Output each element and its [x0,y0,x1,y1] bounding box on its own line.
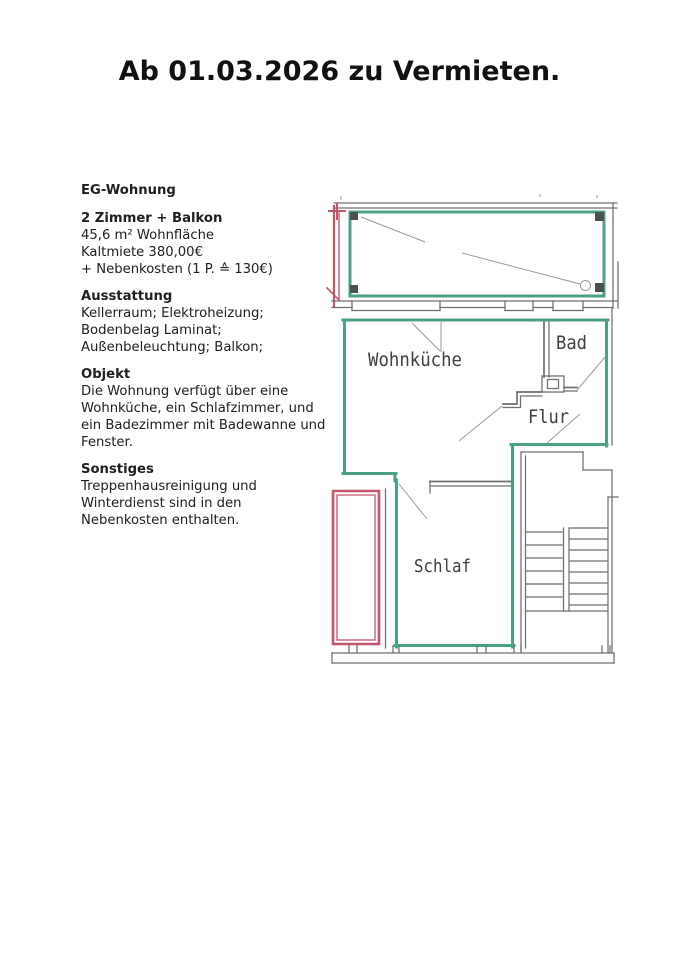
balcony-sketch-line [361,217,425,242]
section-line: Wohnküche, ein Schlafzimmer, und [81,401,314,416]
room-labels [368,332,587,577]
bath-label: Bad [556,332,587,354]
section-objekt [81,366,336,451]
balcony-post [350,285,358,293]
apartment-heading: EG-Wohnung [81,183,176,198]
living-room-label: Wohnküche [368,350,462,371]
section-line: Nebenkosten enthalten. [81,513,240,528]
section-line: Winterdienst sind in den [81,496,242,511]
hall-door-swing [459,406,502,441]
window-wall-north [332,301,617,311]
floor-plan [318,186,628,672]
hall-label: Flur [528,406,569,428]
balcony-door-swing [412,323,440,351]
section-line: Außenbeleuchtung; Balkon; [81,340,264,355]
summary-line: 45,6 m² Wohnfläche [81,228,215,243]
section-line: Kellerraum; Elektroheizung; [81,306,264,321]
section-line: Bodenbelag Laminat; [81,323,222,338]
section-heading: Objekt [81,367,131,382]
section-line: ein Badezimmer mit Badewanne und [81,418,326,433]
section-heading: Sonstiges [81,462,154,477]
bath-duct-inner [548,380,559,389]
section-line: Treppenhausreinigung und [81,479,257,494]
bath-door-swing [577,356,606,390]
balcony-unit-outline [350,212,604,296]
section-line: Die Wohnung verfügt über eine [81,384,289,399]
staircase [521,452,618,652]
page-title: Ab 01.03.2026 zu Vermieten. [118,56,561,87]
section-heading: Ausstattung [81,289,173,304]
bath-duct [542,376,564,392]
summary-heading: 2 Zimmer + Balkon [81,211,223,226]
listing-details [81,182,336,529]
summary-line: + Nebenkosten (1 P. ≙ 130€) [81,262,273,277]
summary-line: Kaltmiete 380,00€ [81,245,203,260]
window-wall-south [332,646,614,663]
neighbor-room [333,491,379,644]
spacer [81,199,336,210]
balcony-post [350,212,358,220]
section-line: Fenster. [81,435,133,450]
balcony-post [595,212,604,221]
balcony-drain [581,281,591,291]
bedroom-label: Schlaf [414,556,471,577]
section-ausstattung [81,288,336,356]
balcony-post [595,283,604,292]
bedroom-door-swing [399,484,427,519]
section-sonstiges [81,461,336,529]
balcony [327,194,618,308]
balcony-sketch-line [462,253,580,284]
